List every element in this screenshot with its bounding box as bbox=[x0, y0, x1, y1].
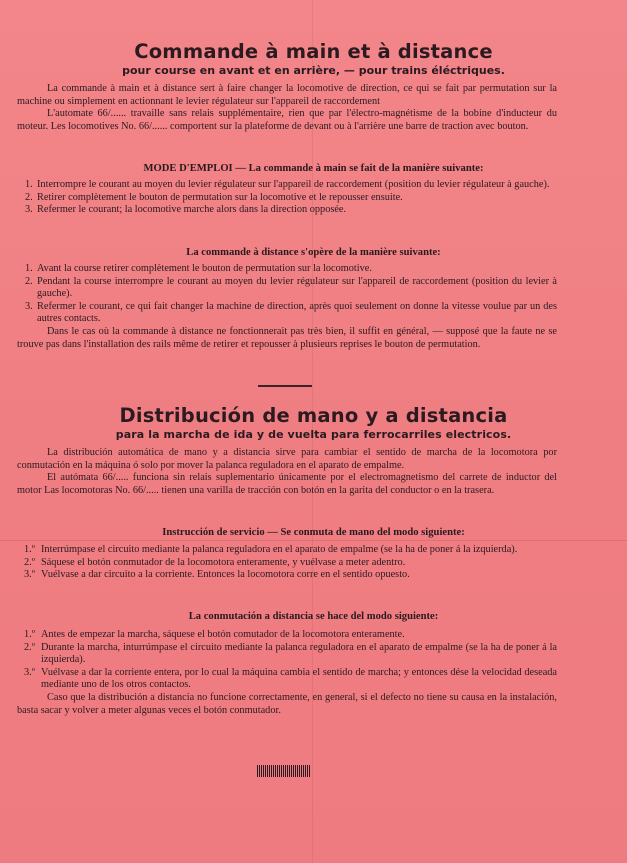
list-item: 3.º Vuélvase a dar la corriente entera, por lo cual la máquina cambia el sentido de marcha; y entonces dése la velocidad deseada mediante uno de los otros contactos. bbox=[24, 666, 557, 691]
spanish-service-heading: Instrucción de servicio — Se conmuta de mano del modo siguiente: bbox=[162, 527, 465, 538]
list-item: 2.º Durante la marcha, inturrúmpase el circuito mediante la palanca reguladora en el aparato de empalme (se la ha de poner á la izquierda). bbox=[24, 641, 557, 666]
list-item: 1.º Antes de empezar la marcha, sáquese el botón comutador de la locomotora enteramente. bbox=[24, 629, 405, 640]
barcode-mark bbox=[257, 765, 311, 777]
spanish-closing: Caso que la distribución a distancia no funcione correctamente, en general, si el defecto no tiene su causa en la instalación, basta sacar y volver a meter algunas veces el botón conmutador. bbox=[17, 691, 557, 716]
spanish-subtitle: para la marcha de ida y de vuelta para ferrocarriles electricos. bbox=[115, 428, 512, 441]
spanish-distance-steps bbox=[17, 629, 557, 717]
list-item: 2. Pendant la course interrompre le courant au moyen du levier régulateur sur l'appareil de raccordement (position du levier à gauche). bbox=[25, 275, 557, 300]
spanish-intro-paragraph: El autómata 66/..... funciona sin relais suplementario únicamente por el electromagnetismo del carrete de inductor del motor Las locomotoras No. 66/..... tienen una varilla de tracción con botón en la garita del conductor o en la trasera. bbox=[17, 472, 557, 496]
paper-fold bbox=[0, 540, 627, 541]
list-item: 2.º Sáquese el botón conmutador de la locomotora enteramente, y vuélvase a meter adentro. bbox=[24, 556, 406, 568]
french-title: Commande à main et à distance bbox=[134, 40, 493, 63]
list-item: 2. Retirer complètement le bouton de permutation sur la locomotive et le repousser ensuite. bbox=[25, 191, 403, 203]
list-item: 3.º Vuélvase a dar circuito a la corriente. Entonces la locomotora corre en el sentido opuesto. bbox=[24, 569, 410, 581]
list-item: 1. Interrompre le courant au moyen du levier régulateur sur l'appareil de raccordement (position du levier régulateur à gauche). bbox=[25, 179, 550, 190]
french-intro-paragraph: La commande à main et à distance sert à faire changer la locomotive de direction, ce qui se fait par permutation sur la machine ou simplement en actionnant le levier régulateur sur l'appareil de raccordement bbox=[17, 83, 557, 107]
spanish-title: Distribución de mano y a distancia bbox=[119, 404, 508, 427]
spanish-intro-paragraph: La distribución automática de mano y a distancia sirve para cambiar el sentido de marcha de la locomotora por conmutación en la máquina ó solo por mover la palanca reguladora en el aparato de empalme. bbox=[17, 447, 557, 471]
french-distance-heading: La commande à distance s'opère de la manière suivante: bbox=[186, 247, 441, 258]
spanish-service-steps bbox=[17, 544, 557, 582]
french-subtitle: pour course en avant et en arrière, — pour trains éléctriques. bbox=[122, 64, 505, 77]
list-item: 3. Refermer le courant; la locomotive marche alors dans la direction opposée. bbox=[25, 204, 347, 216]
french-closing: Dans le cas où la commande à distance ne fonctionnerait pas très bien, il suffit en général, — supposé que la faute ne se trouve pas dans l'installation des rails même de retirer et repousser à plusieurs reprises le bouton de permutation. bbox=[17, 325, 557, 350]
french-mode-steps bbox=[17, 179, 557, 217]
french-intro-paragraph: L'automate 66/...... travaille sans relais supplémentaire, rien que par l'électro-magnétisme de la bobine d'inducteur du moteur. Les locomotives No. 66/...... comportent sur la plateforme de devant ou à l'arrière une barre de traction avec bouton. bbox=[17, 108, 557, 132]
spanish-intro bbox=[17, 447, 557, 497]
french-intro bbox=[17, 83, 557, 133]
spanish-distance-heading: La conmutación a distancia se hace del modo siguiente: bbox=[188, 611, 439, 622]
french-distance-steps bbox=[17, 263, 557, 351]
list-item: 1.º Interrúmpase el circuito mediante la palanca reguladora en el aparato de empalme (se la ha de poner á la izquierda). bbox=[24, 544, 518, 555]
section-divider bbox=[258, 385, 312, 387]
french-mode-heading: MODE D'EMPLOI — La commande à main se fait de la manière suivante: bbox=[143, 163, 484, 174]
list-item: 1. Avant la course retirer complètement le bouton de permutation sur la locomotive. bbox=[25, 263, 372, 274]
list-item: 3. Refermer le courant, ce qui fait changer la machine de direction, après quoi seulement on donne la vitesse voulue par un des autres contacts. bbox=[25, 300, 557, 325]
